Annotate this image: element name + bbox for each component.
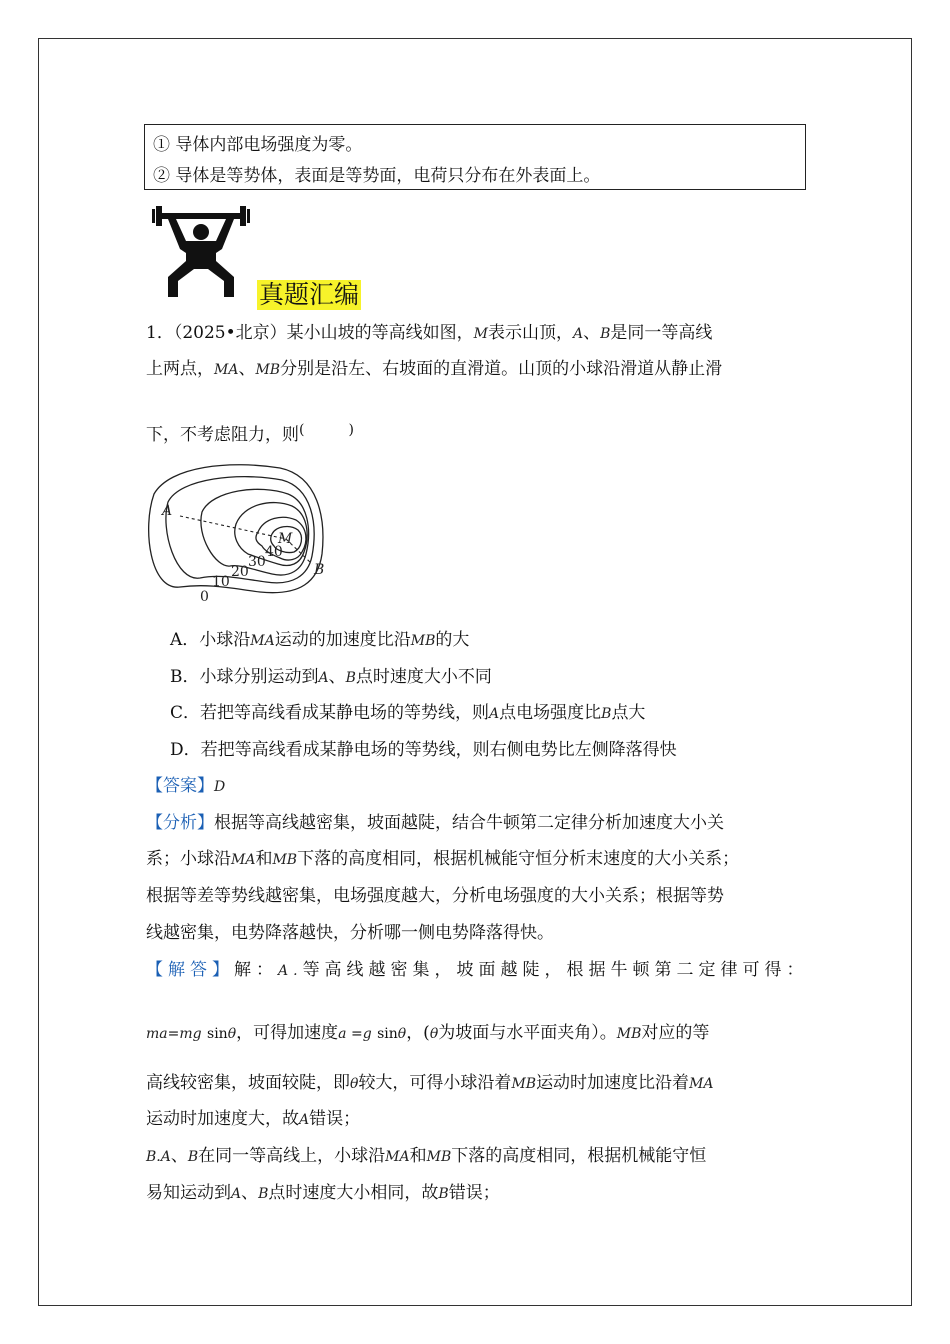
- contour-label-10: 10: [212, 574, 230, 590]
- contour-label-40: 40: [265, 544, 283, 560]
- contour-label-30: 30: [248, 554, 266, 570]
- weightlifter-icon: [150, 203, 252, 299]
- analysis-line-4: 线越密集，电势降落越快，分析哪一侧电势降落得快。: [146, 923, 554, 943]
- section-title: 真题汇编: [259, 280, 360, 309]
- option-c[interactable]: C．若把等高线看成某静电场的等势线，则A点电场强度比B点大: [170, 703, 646, 723]
- solution-line-1: 【解答】解：A.等高线越密集，坡面越陡，根据牛顿第二定律可得：: [146, 960, 809, 980]
- summary-line-2: ② 导体是等势体，表面是等势面，电荷只分布在外表面上。: [153, 166, 601, 186]
- option-b[interactable]: B．小球分别运动到A、B点时速度大小不同: [170, 667, 492, 687]
- solution-line-5: B.A、B在同一等高线上，小球沿MA和MB下落的高度相同，根据机械能守恒: [146, 1146, 707, 1166]
- contour-label-20: 20: [231, 564, 249, 580]
- solution-line-2: ma=mg sinθ，可得加速度a =g sinθ，(θ为坡面与水平面夹角）。MB对应的等: [146, 1023, 710, 1043]
- option-a[interactable]: A．小球沿MA运动的加速度比沿MB的大: [170, 630, 470, 650]
- question-line-1: 1．（2025•北京）某小山坡的等高线如图，M表示山顶，A、B是同一等高线: [146, 323, 713, 343]
- solution-line-4: 运动时加速度大，故A错误；: [146, 1109, 361, 1129]
- answer-label: 【答案】: [146, 776, 214, 796]
- solution-line-6: 易知运动到A、B点时速度大小相同，故B错误；: [146, 1183, 500, 1203]
- answer-value: D: [214, 779, 226, 795]
- label-M: M: [278, 531, 293, 547]
- label-B: B: [314, 562, 325, 578]
- label-A: A: [162, 503, 173, 519]
- answer-line: [146, 771, 225, 796]
- contour-label-0: 0: [200, 589, 209, 605]
- solution-label: 【解答】: [146, 960, 234, 980]
- analysis-label: 【分析】: [146, 813, 214, 833]
- question-line-3: 下，不考虑阻力，则( ): [146, 422, 354, 445]
- analysis-line-3: 根据等差等势线越密集，电场强度越大，分析电场强度的大小关系；根据等势: [146, 886, 724, 906]
- solution-line-3: 高线较密集，坡面较陡，即θ较大，可得小球沿着MB运动时加速度比沿着MA: [146, 1073, 714, 1093]
- summary-box: [144, 124, 806, 190]
- question-line-2: 上两点，MA、MB分别是沿左、右坡面的直滑道。山顶的小球沿滑道从静止滑: [146, 359, 723, 379]
- summary-line-1: ① 导体内部电场强度为零。: [153, 135, 363, 155]
- analysis-line-2: 系；小球沿MA和MB下落的高度相同，根据机械能守恒分析末速度的大小关系；: [146, 849, 740, 869]
- option-d[interactable]: D．若把等高线看成某静电场的等势线，则右侧电势比左侧降落得快: [170, 740, 677, 760]
- contour-diagram: [140, 458, 340, 606]
- analysis-line-1: 【分析】根据等高线越密集，坡面越陡，结合牛顿第二定律分析加速度大小关: [146, 813, 724, 833]
